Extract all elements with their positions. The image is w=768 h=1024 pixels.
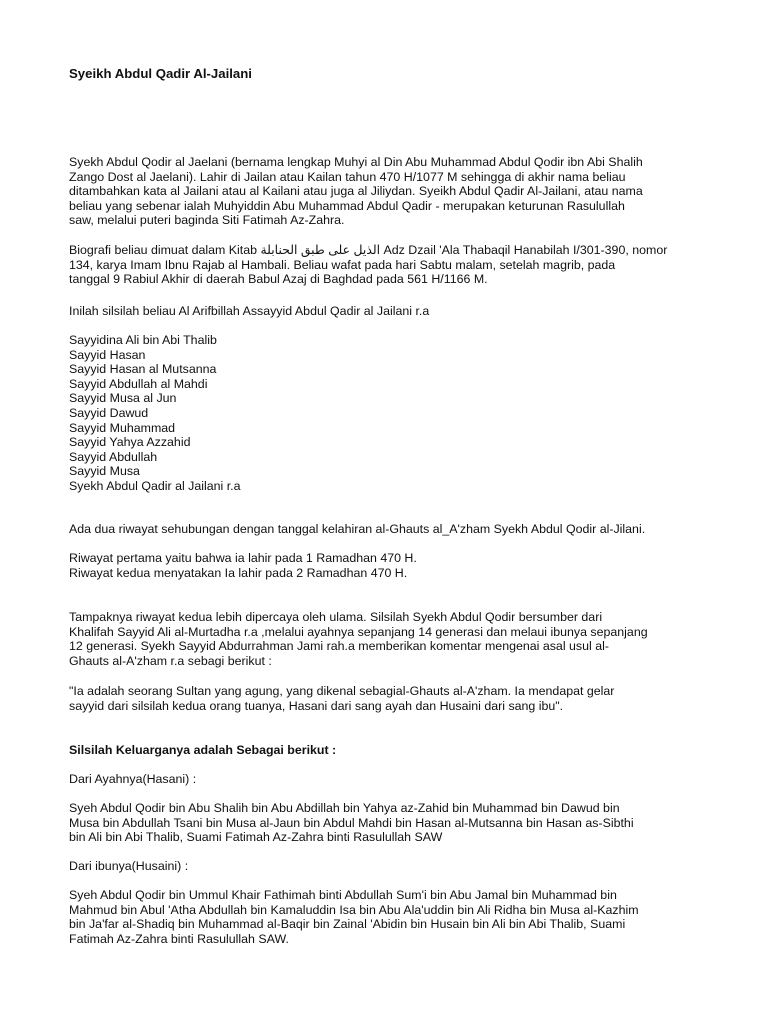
text-line: Khalifah Sayyid Ali al-Murtadha r.a ,melalui ayahnya sepanjang 14 generasi dan melaui ibunya sepanjang	[69, 624, 648, 639]
text-line: Inilah silsilah beliau Al Arifbillah Assayyid Abdul Qadir al Jailani r.a	[69, 304, 430, 318]
lineage-item: Sayyid Dawud	[69, 405, 149, 420]
text-line: Syeh Abdul Qodir bin Ummul Khair Fathimah binti Abdullah Sum'i bin Abu Jamal bin Muhammad bin	[69, 888, 617, 902]
text-line: "Ia adalah seorang Sultan yang agung, yang dikenal sebagial-Ghauts al-A'zham. Ia mendapat gelar	[69, 684, 615, 698]
mother-lineage-paragraph	[69, 888, 741, 946]
lineage-item: Syekh Abdul Qadir al Jailani r.a	[69, 478, 241, 493]
text-line: Syekh Abdul Qodir al Jaelani (bernama lengkap Muhyi al Din Abu Muhammad Abdul Qodir ibn Abi Shalih	[69, 155, 643, 169]
father-label	[69, 772, 741, 787]
lineage-item: Sayyid Musa	[69, 464, 140, 479]
text-line: Musa bin Abdullah Tsani bin Musa al-Jaun bin Abdul Mahdi bin Hasan al-Mutsanna bin Hasan as-Sibthi	[69, 815, 634, 830]
text-line: Dari ibunya(Husaini) :	[69, 859, 189, 873]
lineage-item: Sayyid Muhammad	[69, 420, 176, 435]
lineage-item: Sayyid Abdullah	[69, 449, 158, 464]
text-line: saw, melalui puteri baginda Siti Fatimah Az-Zahra.	[69, 213, 345, 228]
text-line: Tampaknya riwayat kedua lebih dipercaya oleh ulama. Silsilah Syekh Abdul Qodir bersumber dari	[69, 610, 603, 624]
text-line: 134, karya Imam Ibnu Rajab al Hambali. Beliau wafat pada hari Sabtu malam, setelah magrib, pada	[69, 257, 616, 272]
text-line: Ada dua riwayat sehubungan dengan tanggal kelahiran al-Ghauts al_A'zham Syekh Abdul Qodir al-Jilani.	[69, 522, 646, 536]
text-line: Dari Ayahnya(Hasani) :	[69, 772, 197, 786]
biography-paragraph	[69, 243, 741, 287]
text-line: Ghauts al-A'zham r.a sebagi berikut :	[69, 653, 272, 668]
text-line: bin Ali bin Abi Thalib, Suami Fatimah Az-Zahra binti Rasulullah SAW	[69, 830, 443, 845]
mother-label	[69, 859, 741, 874]
tampaknya-paragraph	[69, 610, 741, 668]
lineage-item: Sayyid Abdullah al Mahdi	[69, 376, 208, 391]
document-title: Syeikh Abdul Qadir Al-Jailani	[69, 66, 252, 81]
text-line: Riwayat kedua menyatakan Ia lahir pada 2 Ramadhan 470 H.	[69, 565, 408, 580]
riwayat-paragraph	[69, 551, 741, 580]
father-lineage-paragraph	[69, 801, 741, 845]
text-line: beliau yang sebenar ialah Muhyiddin Abu Muhammad Abdul Qadir - merupakan keturunan Rasulullah	[69, 198, 625, 213]
text-line: Mahmud bin Abul 'Atha Abdullah bin Kamaluddin Isa bin Abu Ala'uddin bin Ali Ridha bin Musa al-Kazhim	[69, 902, 639, 917]
text-line: Riwayat pertama yaitu bahwa ia lahir pada 1 Ramadhan 470 H.	[69, 551, 417, 565]
riwayat-intro	[69, 522, 741, 537]
text-line: tanggal 9 Rabiul Akhir di daerah Babul Azaj di Baghdad pada 561 H/1166 M.	[69, 272, 488, 287]
lineage-list	[69, 333, 241, 494]
text-line: 12 generasi. Syekh Sayyid Abdurrahman Jami rah.a memberikan komentar mengenai asal usul al-	[69, 639, 609, 654]
lineage-item: Sayyid Hasan	[69, 347, 146, 362]
lineage-intro	[69, 304, 741, 319]
text-line: sayyid dari silsilah kedua orang tuanya, Hasani dari sang ayah dan Husaini dari sang ibu".	[69, 698, 564, 713]
text-line: bin Ja'far al-Shadiq bin Muhammad al-Baqir bin Zainal 'Abidin bin Husain bin Ali bin Abi Thalib, Suami	[69, 917, 626, 932]
lineage-item: Sayyidina Ali bin Abi Thalib	[69, 333, 217, 347]
lineage-item: Sayyid Hasan al Mutsanna	[69, 362, 217, 377]
text-line: Syeh Abdul Qodir bin Abu Shalih bin Abu Abdillah bin Yahya az-Zahid bin Muhammad bin Dawud bin	[69, 801, 620, 815]
text-line: Zango Dost al Jaelani). Lahir di Jailan atau Kailan tahun 470 H/1077 M sehingga di akhir nama beliau	[69, 169, 626, 184]
family-heading	[69, 743, 741, 758]
text-line: Silsilah Keluarganya adalah Sebagai berikut :	[69, 743, 337, 757]
text-line: ditambahkan kata al Jailani atau al Kailani atau juga al Jiliydan. Syeikh Abdul Qadir Al-Jailani, atau nama	[69, 184, 643, 199]
text-line: Fatimah Az-Zahra binti Rasulullah SAW.	[69, 931, 289, 946]
intro-paragraph	[69, 155, 741, 228]
text-line: Biografi beliau dimuat dalam Kitab الذيل على طبق الحنابلة Adz Dzail 'Ala Thabaqil Hanabilah I/301-390, nomor	[69, 243, 668, 257]
quote-paragraph	[69, 684, 741, 713]
lineage-item: Sayyid Yahya Azzahid	[69, 435, 191, 450]
lineage-item: Sayyid Musa al Jun	[69, 391, 177, 406]
